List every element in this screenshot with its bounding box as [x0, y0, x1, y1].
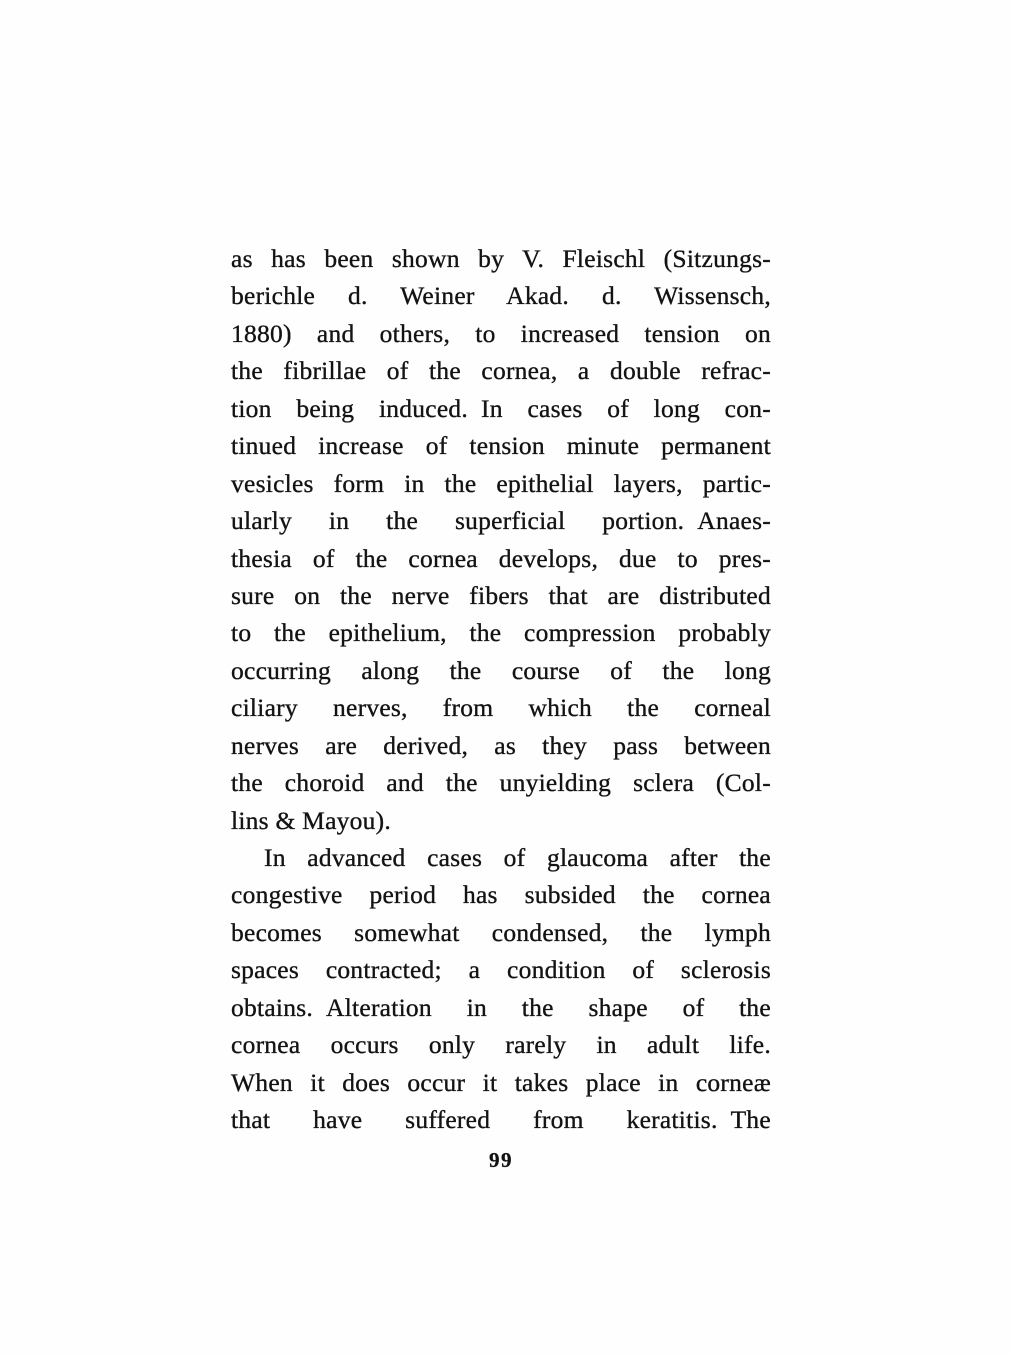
text-line: When it does occur it takes place in corneæ — [231, 1067, 771, 1097]
text-line: congestive period has subsided the cornea — [231, 880, 771, 910]
text-line: ularly in the superficial portion. Anaes- — [231, 506, 771, 536]
text-line: as has been shown by V. Fleischl (Sitzungs- — [231, 244, 771, 273]
text-line: thesia of the cornea develops, due to pres- — [231, 543, 771, 573]
text-line: the choroid and the unyielding sclera (Col- — [231, 768, 771, 798]
text-line: 1880) and others, to increased tension on — [231, 318, 771, 348]
text-line: sure on the nerve fibers that are distributed — [231, 580, 771, 610]
text-line: occurring along the course of the long — [231, 655, 771, 685]
text-line: vesicles form in the epithelial layers, partic- — [231, 468, 771, 498]
text-line: tion being induced. In cases of long con- — [231, 393, 771, 423]
text-line: nerves are derived, as they pass between — [231, 730, 771, 760]
text-line: the fibrillae of the cornea, a double refrac- — [231, 356, 771, 386]
text-line: cornea occurs only rarely in adult life. — [231, 1030, 771, 1060]
text-line: becomes somewhat condensed, the lymph — [231, 917, 771, 947]
text-line: spaces contracted; a condition of sclerosis — [231, 955, 771, 985]
text-line: tinued increase of tension minute permanent — [231, 431, 771, 461]
text-block — [231, 240, 771, 1173]
page-number: 99 — [489, 1147, 513, 1172]
text-line: berichle d. Weiner Akad. d. Wissensch, — [231, 281, 771, 311]
text-line: obtains. Alteration in the shape of the — [231, 992, 771, 1022]
text-line: ciliary nerves, from which the corneal — [231, 693, 771, 723]
text-line: that have suffered from keratitis. The — [231, 1105, 771, 1135]
text-line: to the epithelium, the compression probably — [231, 618, 771, 648]
text-line-paragraph-start: In advanced cases of glaucoma after the — [264, 843, 771, 872]
text-line-paragraph-end: lins & Mayou). — [231, 805, 392, 835]
